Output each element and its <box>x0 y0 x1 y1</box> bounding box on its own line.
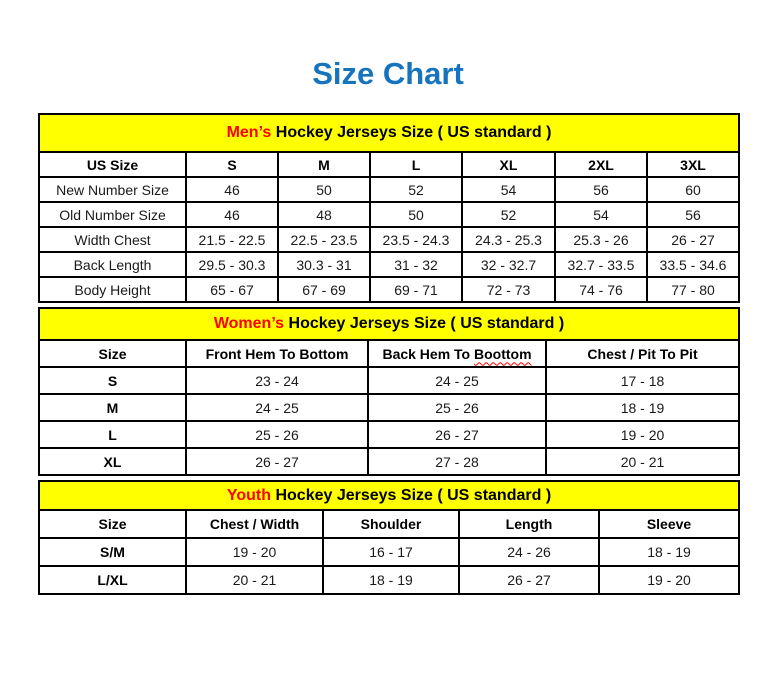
table-row <box>39 202 739 227</box>
size-value-cell: 18 - 19 <box>546 394 739 421</box>
size-value-cell: 26 - 27 <box>647 227 739 252</box>
size-value-cell: 24 - 25 <box>368 367 546 394</box>
column-header: Chest / Pit To Pit <box>546 340 739 367</box>
table-caption-row <box>39 308 739 340</box>
size-value-cell: 29.5 - 30.3 <box>186 252 278 277</box>
size-value-cell: 19 - 20 <box>546 421 739 448</box>
row-label: L <box>39 421 186 448</box>
size-value-cell: 46 <box>186 177 278 202</box>
size-value-cell: 56 <box>555 177 647 202</box>
column-header: S <box>186 152 278 177</box>
column-header: Chest / Width <box>186 510 323 538</box>
size-value-cell: 54 <box>462 177 555 202</box>
size-value-cell: 33.5 - 34.6 <box>647 252 739 277</box>
caption-accent: Men’s <box>226 124 272 141</box>
size-value-cell: 25.3 - 26 <box>555 227 647 252</box>
page-title: Size Chart <box>312 56 464 91</box>
table-row <box>39 252 739 277</box>
table-row <box>39 277 739 302</box>
size-value-cell: 20 - 21 <box>546 448 739 475</box>
mens-size-table <box>38 113 740 303</box>
size-value-cell: 27 - 28 <box>368 448 546 475</box>
size-value-cell: 30.3 - 31 <box>278 252 370 277</box>
caption-accent: Youth <box>226 486 272 504</box>
size-value-cell: 25 - 26 <box>368 394 546 421</box>
column-header-row <box>39 340 739 367</box>
column-header: US Size <box>39 152 186 177</box>
size-value-cell: 65 - 67 <box>186 277 278 302</box>
size-value-cell: 25 - 26 <box>186 421 368 448</box>
size-value-cell: 69 - 71 <box>370 277 462 302</box>
size-value-cell: 52 <box>370 177 462 202</box>
row-label: New Number Size <box>39 177 186 202</box>
caption-text: Hockey Jerseys Size ( US standard ) <box>284 315 565 332</box>
table-row <box>39 448 739 475</box>
size-value-cell: 18 - 19 <box>599 538 739 566</box>
row-label: Body Height <box>39 277 186 302</box>
column-header: Front Hem To Bottom <box>186 340 368 367</box>
column-header-row <box>39 510 739 538</box>
caption-text: Hockey Jerseys Size ( US standard ) <box>271 486 552 504</box>
size-value-cell: 72 - 73 <box>462 277 555 302</box>
size-value-cell: 17 - 18 <box>546 367 739 394</box>
caption-accent: Women’s <box>213 315 285 332</box>
table-row <box>39 394 739 421</box>
row-label: L/XL <box>39 566 186 594</box>
column-header: L <box>370 152 462 177</box>
womens-table-caption <box>39 308 739 340</box>
youth-size-table <box>38 480 740 595</box>
column-header: XL <box>462 152 555 177</box>
size-value-cell: 74 - 76 <box>555 277 647 302</box>
size-value-cell: 19 - 20 <box>186 538 323 566</box>
column-header: Size <box>39 340 186 367</box>
column-header-row <box>39 152 739 177</box>
column-header <box>368 340 546 367</box>
size-value-cell: 18 - 19 <box>323 566 459 594</box>
size-value-cell: 77 - 80 <box>647 277 739 302</box>
caption-text: Hockey Jerseys Size ( US standard ) <box>271 124 552 141</box>
size-value-cell: 26 - 27 <box>186 448 368 475</box>
misspelled-word: Boottom <box>474 345 532 362</box>
column-header: 3XL <box>647 152 739 177</box>
size-value-cell: 52 <box>462 202 555 227</box>
size-value-cell: 21.5 - 22.5 <box>186 227 278 252</box>
row-label: Width Chest <box>39 227 186 252</box>
size-value-cell: 24 - 26 <box>459 538 599 566</box>
column-header: Size <box>39 510 186 538</box>
column-header: Length <box>459 510 599 538</box>
womens-size-table <box>38 307 740 476</box>
size-value-cell: 23.5 - 24.3 <box>370 227 462 252</box>
size-value-cell: 50 <box>370 202 462 227</box>
size-value-cell: 32.7 - 33.5 <box>555 252 647 277</box>
size-value-cell: 20 - 21 <box>186 566 323 594</box>
size-value-cell: 56 <box>647 202 739 227</box>
row-label: M <box>39 394 186 421</box>
column-header: M <box>278 152 370 177</box>
size-value-cell: 48 <box>278 202 370 227</box>
size-value-cell: 26 - 27 <box>459 566 599 594</box>
youth-table-caption <box>39 481 739 510</box>
table-row <box>39 367 739 394</box>
size-value-cell: 50 <box>278 177 370 202</box>
table-row <box>39 538 739 566</box>
size-value-cell: 46 <box>186 202 278 227</box>
column-header: Shoulder <box>323 510 459 538</box>
table-caption-row <box>39 114 739 152</box>
row-label: S/M <box>39 538 186 566</box>
size-value-cell: 32 - 32.7 <box>462 252 555 277</box>
row-label: Old Number Size <box>39 202 186 227</box>
row-label: S <box>39 367 186 394</box>
table-row <box>39 566 739 594</box>
row-label: XL <box>39 448 186 475</box>
row-label: Back Length <box>39 252 186 277</box>
mens-table-caption <box>39 114 739 152</box>
charts-container <box>38 113 738 595</box>
column-header: 2XL <box>555 152 647 177</box>
size-value-cell: 24.3 - 25.3 <box>462 227 555 252</box>
size-value-cell: 67 - 69 <box>278 277 370 302</box>
size-value-cell: 16 - 17 <box>323 538 459 566</box>
size-value-cell: 22.5 - 23.5 <box>278 227 370 252</box>
size-value-cell: 54 <box>555 202 647 227</box>
table-row <box>39 227 739 252</box>
size-value-cell: 26 - 27 <box>368 421 546 448</box>
size-value-cell: 23 - 24 <box>186 367 368 394</box>
column-header: Sleeve <box>599 510 739 538</box>
size-value-cell: 31 - 32 <box>370 252 462 277</box>
size-value-cell: 24 - 25 <box>186 394 368 421</box>
size-value-cell: 60 <box>647 177 739 202</box>
table-row <box>39 177 739 202</box>
table-caption-row <box>39 481 739 510</box>
table-row <box>39 421 739 448</box>
size-value-cell: 19 - 20 <box>599 566 739 594</box>
column-header-text: Back Hem To <box>382 345 474 362</box>
